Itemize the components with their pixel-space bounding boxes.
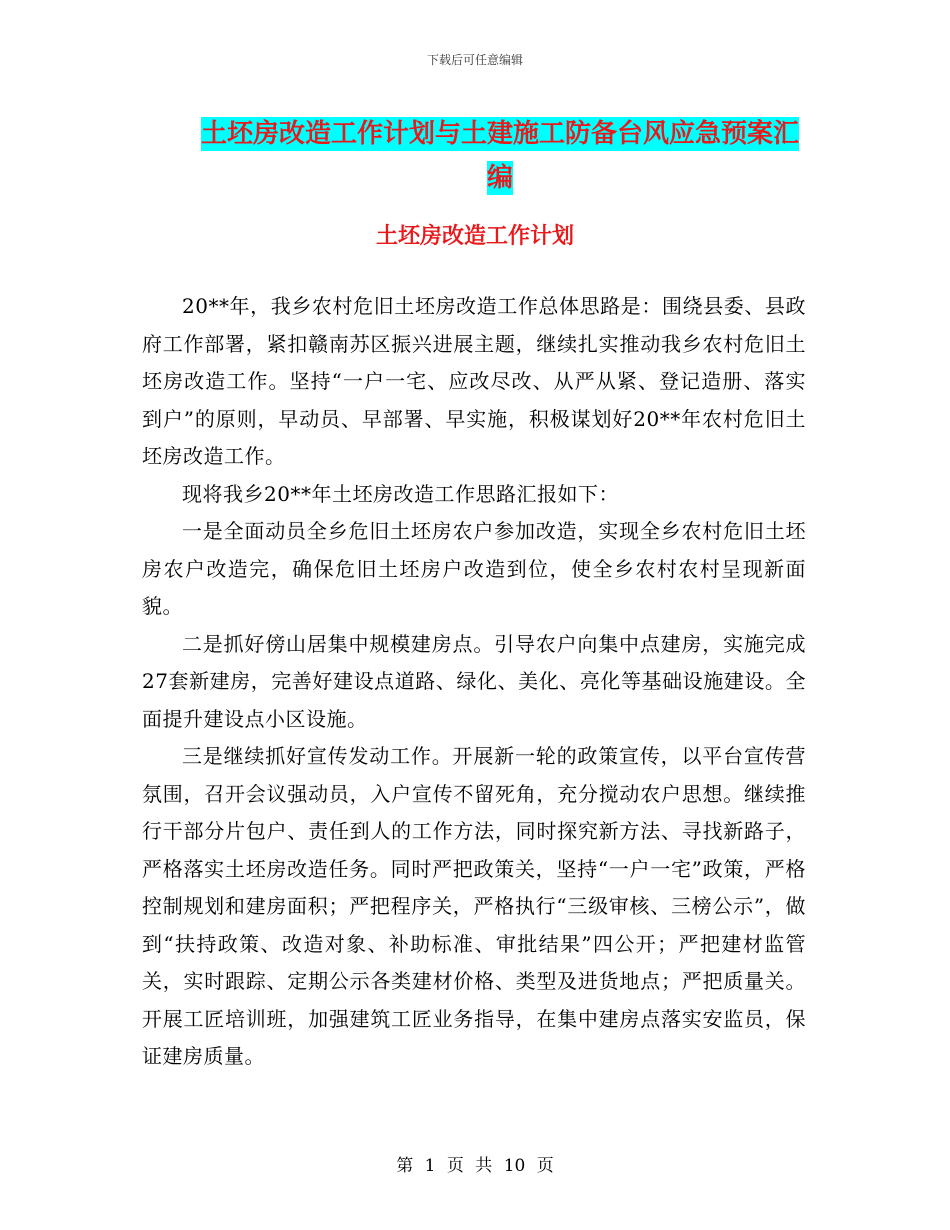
page-header-note: 下载后可任意编辑 (426, 53, 523, 67)
paragraph: 现将我乡20**年土坯房改造工作思路汇报如下： (182, 481, 619, 506)
document-title (190, 112, 810, 200)
page-number: 第 1 页 共 10 页 (396, 1156, 554, 1176)
document-title-text: 土坯房改造工作计划与土建施工防备台风应急预案汇编 (200, 119, 799, 193)
paragraph: 一是全面动员全乡危旧土坯房农户参加改造，实现全乡农村危旧土坯房农户改造完，确保危旧土坯房户改造到位，使全乡农村农村呈现新面貌。 (142, 519, 806, 618)
paragraph: 三是继续抓好宣传发动工作。开展新一轮的政策宣传，以平台宣传营氛围，召开会议强动员，入户宣传不留死角，充分搅动农户思想。继续推行干部分片包户、责任到人的工作方法，同时探究新方法、寻找新路子，严格落实土坯房改造任务。同时严把政策关，坚持“一户一宅”政策，严格控制规划和建房面积；严把程序关，严格执行“三级审核、三榜公示”，做到“扶持政策、改造对象、补助标准、审批结果”四公开；严把建材监管关，实时跟踪、定期公示各类建材价格、类型及进货地点；严把质量关。开展工匠培训班，加强建筑工匠业务指导，在集中建房点落实安监员，保证建房质量。 (142, 744, 806, 1068)
paragraph: 二是抓好傍山居集中规模建房点。引导农户向集中点建房，实施完成27套新建房，完善好建设点道路、绿化、美化、亮化等基础设施建设。全面提升建设点小区设施。 (142, 631, 806, 731)
body-text (142, 288, 806, 1076)
paragraph: 20**年，我乡农村危旧土坯房改造工作总体思路是：围绕县委、县政府工作部署，紧扣赣南苏区振兴进展主题，继续扎实推动我乡农村危旧土坯房改造工作。坚持“一户一宅、应改尽改、从严从紧、登记造册、落实到户”的原则，早动员、早部署、早实施，积极谋划好20**年农村危旧土坯房改造工作。 (142, 294, 806, 468)
section-title: 土坯房改造工作计划 (375, 223, 574, 249)
